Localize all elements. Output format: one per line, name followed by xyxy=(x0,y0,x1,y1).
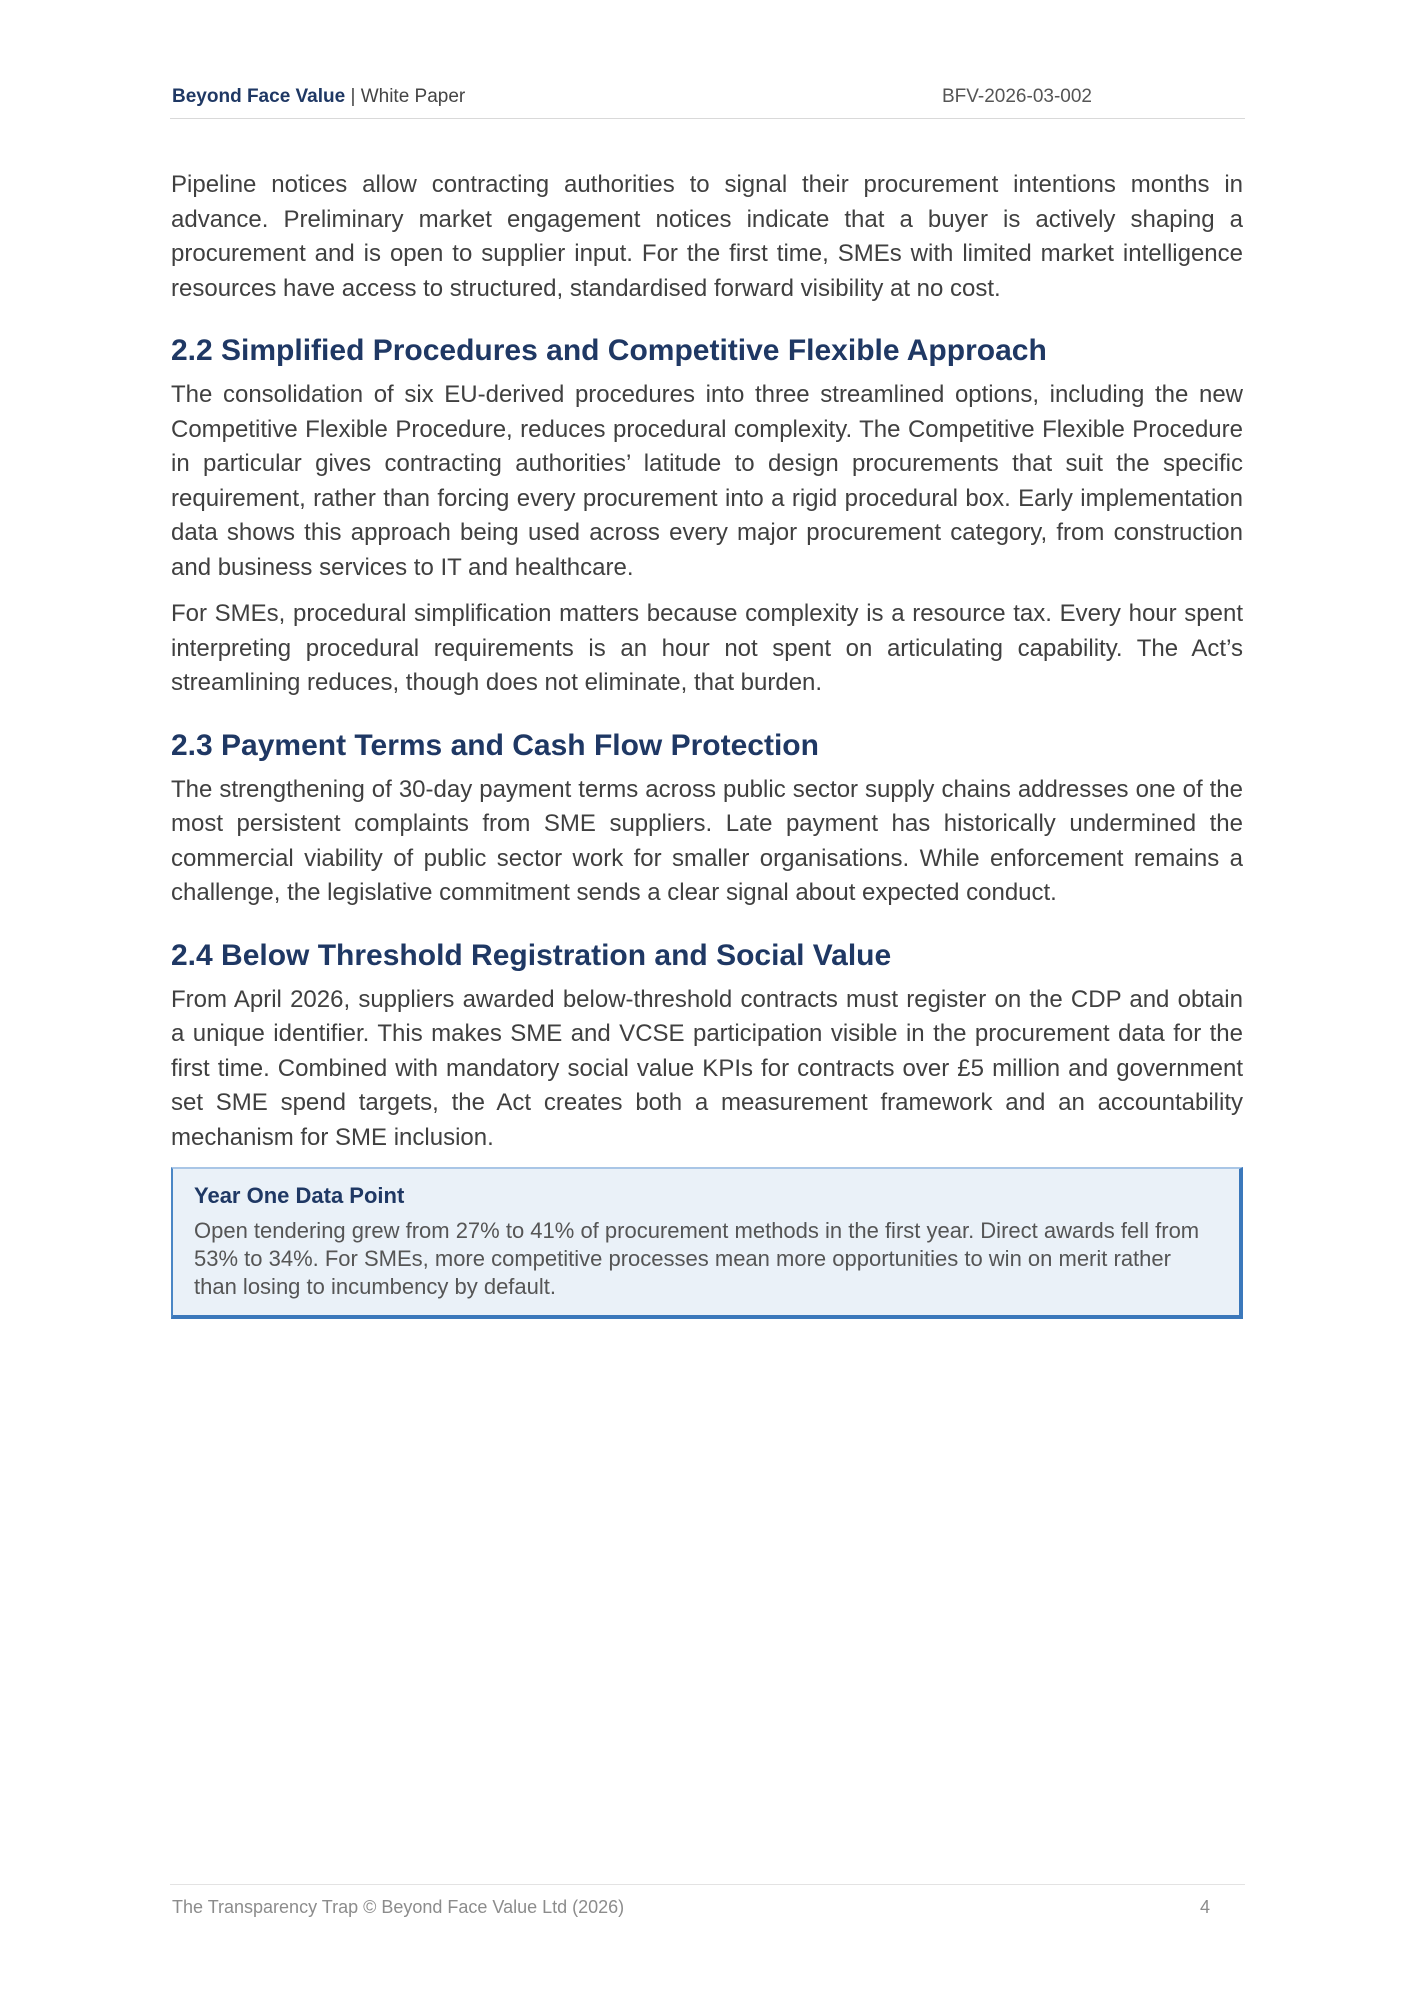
data-point-callout xyxy=(171,1167,1243,1319)
section-heading-2-3: 2.3 Payment Terms and Cash Flow Protection xyxy=(171,728,819,762)
header-separator: | xyxy=(345,86,361,107)
footer-copyright: The Transparency Trap © Beyond Face Value Ltd (2026) xyxy=(172,1897,625,1917)
section-2-2-paragraph-2: For SMEs, procedural simplification matters because complexity is a resource tax. Every hour spent interpreting procedural requirements is an hour not spent on articulating capability. The Act’s streamlining reduces, though does not eliminate, that burden. xyxy=(171,600,1243,696)
page-footer xyxy=(170,1884,1245,1917)
section-2-2-paragraph-1: The consolidation of six EU-derived procedures into three streamlined options, including the new Competitive Flexible Procedure, reduces procedural complexity. The Competitive Flexible Procedure in particular gives contracting authorities’ latitude to design procurements that suit the specific requirement, rather than forcing every procurement into a rigid procedural box. Early implementation data shows this approach being used across every major procurement category, from construction and business services to IT and healthcare. xyxy=(171,381,1243,581)
header-brand: Beyond Face Value xyxy=(172,86,346,107)
page-number: 4 xyxy=(1200,1897,1211,1917)
callout-title: Year One Data Point xyxy=(194,1183,405,1208)
section-2-3-paragraph-1: The strengthening of 30-day payment terms across public sector supply chains addresses one of the most persistent complaints from SME suppliers. Late payment has historically undermined the commercial viability of public sector work for smaller organisations. While enforcement remains a challenge, the legislative commitment sends a clear signal about expected conduct. xyxy=(171,775,1243,906)
page-content xyxy=(171,168,1243,1319)
section-heading-2-2: 2.2 Simplified Procedures and Competitive Flexible Approach xyxy=(171,334,1047,367)
page-header xyxy=(170,84,1245,119)
header-title xyxy=(172,86,465,108)
section-2-4-paragraph-1: From April 2026, suppliers awarded below-threshold contracts must register on the CDP and obtain a unique identifier. This makes SME and VCSE participation visible in the procurement data for the first time. Combined with mandatory social value KPIs for contracts over £5 million and government set SME spend targets, the Act creates both a measurement framework and an accountability mechanism for SME inclusion. xyxy=(171,985,1243,1151)
section-heading-2-4: 2.4 Below Threshold Registration and Social Value xyxy=(171,938,892,972)
callout-text: Open tendering grew from 27% to 41% of procurement methods in the first year. Direct awards fell from 53% to 34%. For SMEs, more competitive processes mean more opportunities to win on merit rather than losing to incumbency by default. xyxy=(194,1218,1200,1299)
header-doc-type: White Paper xyxy=(360,86,466,107)
header-doc-id: BFV-2026-03-002 xyxy=(942,86,1092,107)
intro-paragraph: Pipeline notices allow contracting authorities to signal their procurement intentions months in advance. Preliminary market engagement notices indicate that a buyer is actively shaping a procurement and is open to supplier input. For the first time, SMEs with limited market intelligence resources have access to structured, standardised forward visibility at no cost. xyxy=(171,171,1243,302)
